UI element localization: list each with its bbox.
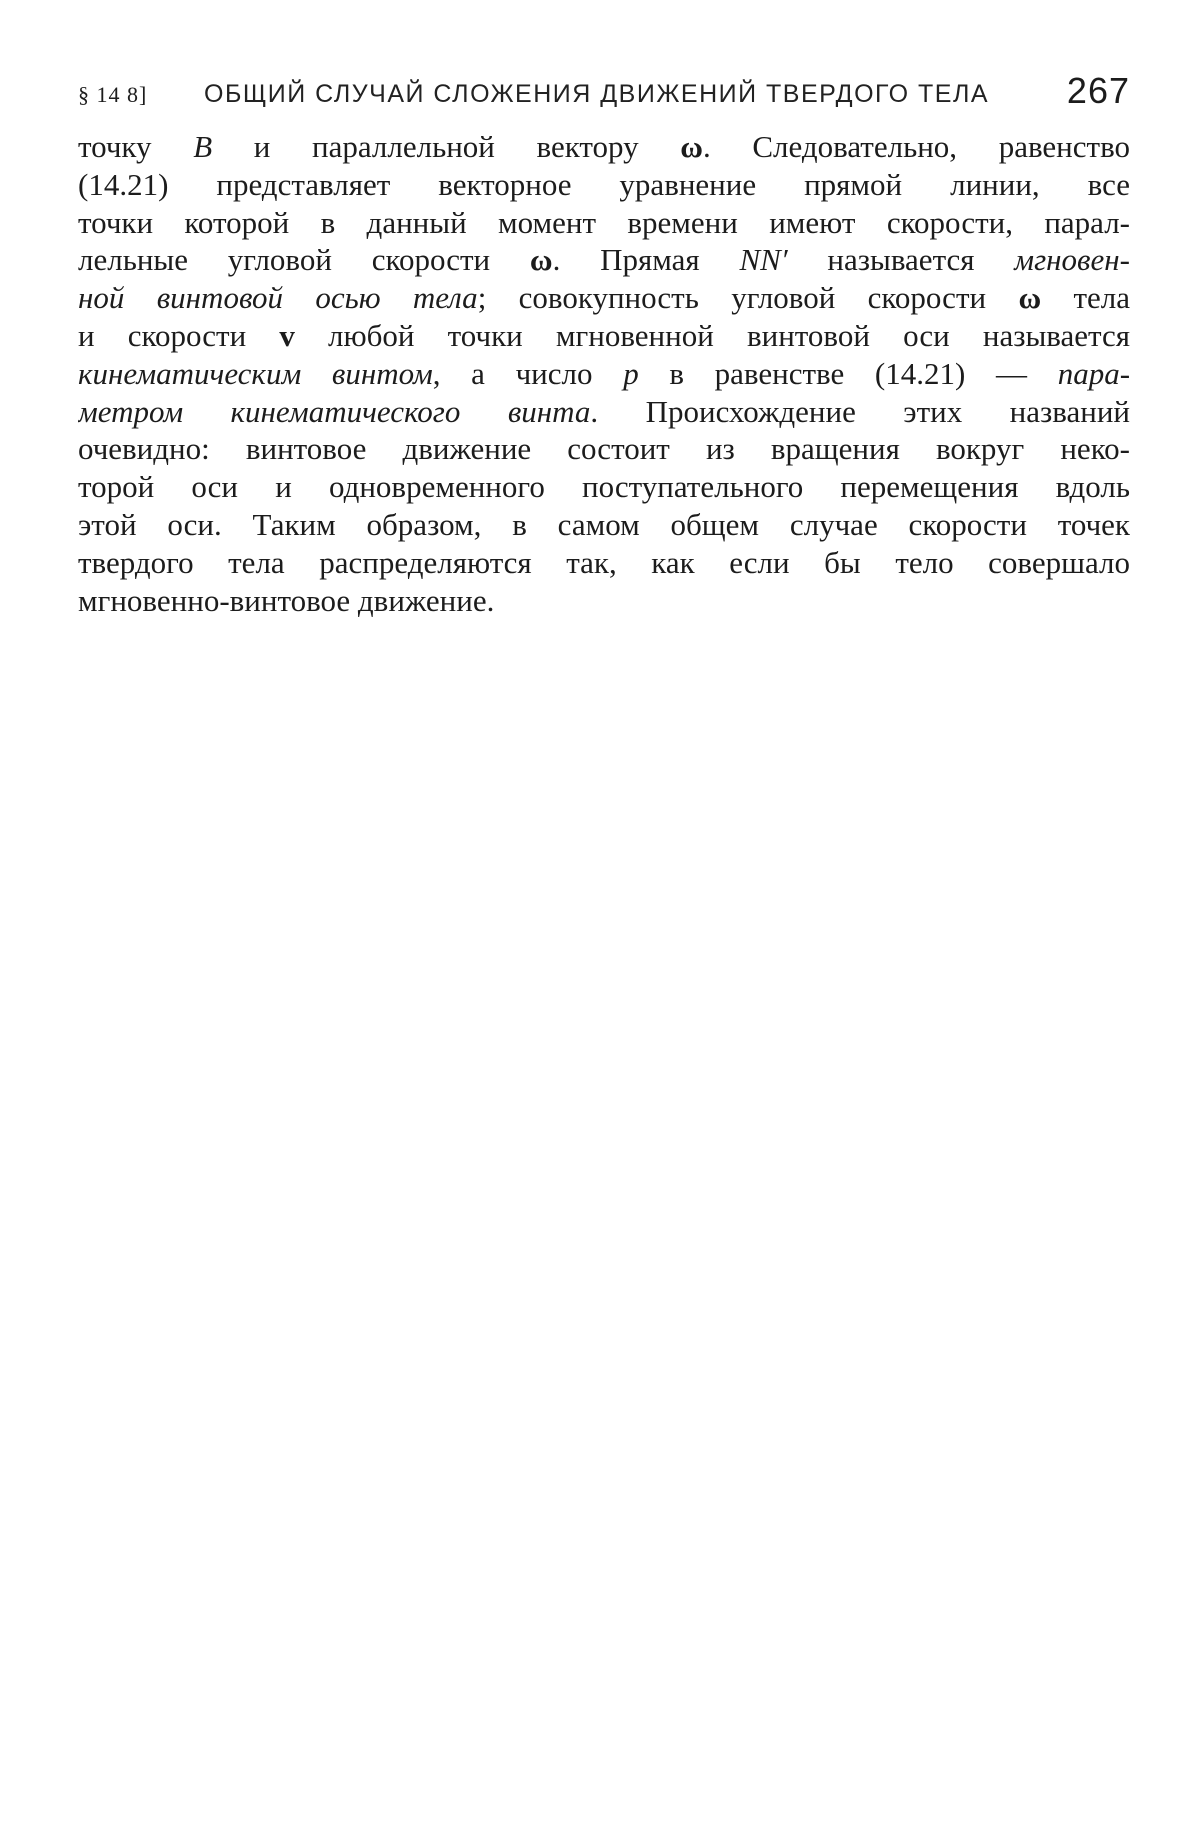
text-line <box>78 430 1130 468</box>
text-segment: ; совокупность угловой скорости <box>477 280 1019 316</box>
bold-symbol: ω <box>529 242 553 278</box>
running-head <box>78 70 1130 118</box>
text-segment: торой оси и одновременного поступательного перемещения вдоль <box>78 469 1130 505</box>
bold-symbol: v <box>279 317 295 353</box>
text-line <box>78 393 1130 431</box>
text-line <box>78 582 1130 620</box>
book-page <box>78 70 1130 619</box>
text-line <box>78 544 1130 582</box>
italic-text: ной винтовой осью тела <box>78 280 478 316</box>
text-segment: точку <box>78 129 194 164</box>
text-line <box>78 204 1130 242</box>
text-segment: твердого тела распределяются так, как если бы тело совершало <box>78 544 1130 580</box>
running-title: ОБЩИЙ СЛУЧАЙ СЛОЖЕНИЯ ДВИЖЕНИЙ ТВЕРДОГО ТЕЛА <box>204 80 990 108</box>
text-segment: (14.21) представляет векторное уравнение прямой линии, все <box>78 166 1130 202</box>
italic-text: p <box>623 355 639 391</box>
page-number: 267 <box>1066 70 1130 111</box>
bold-symbol: ω <box>1018 280 1042 316</box>
text-segment: этой оси. Таким образом, в самом общем случае скорости точек <box>78 506 1130 542</box>
body-paragraph <box>78 128 1130 619</box>
text-segment: . Прямая <box>552 242 740 278</box>
text-segment: лельные угловой скорости <box>78 242 530 278</box>
text-segment: . Происхождение этих названий <box>590 393 1130 429</box>
text-line <box>78 128 1130 166</box>
italic-text: мгновен- <box>1014 242 1130 278</box>
italic-text: метром кинематического винта <box>78 393 591 429</box>
text-line <box>78 241 1130 279</box>
italic-text: B <box>193 129 213 164</box>
text-segment: точки которой в данный момент времени имеют скорости, парал- <box>78 204 1130 240</box>
text-segment: любой точки мгновенной винтовой оси называется <box>294 317 1130 353</box>
text-segment: . Следовательно, равенство <box>702 129 1130 164</box>
text-line <box>78 279 1130 317</box>
text-segment: тела <box>1041 280 1130 316</box>
text-segment: и параллельной вектору <box>212 129 681 164</box>
text-segment: очевидно: винтовое движение состоит из вращения вокруг неко- <box>78 431 1130 467</box>
text-segment: в равенстве (14.21) — <box>638 355 1058 391</box>
text-segment: и скорости <box>78 317 280 353</box>
text-line <box>78 355 1130 393</box>
section-reference: § 14 8] <box>78 82 148 107</box>
text-line <box>78 317 1130 355</box>
text-line <box>78 506 1130 544</box>
italic-text: пара- <box>1057 355 1130 391</box>
italic-text: кинематическим винтом <box>78 355 433 391</box>
text-line <box>78 468 1130 506</box>
italic-text: NN′ <box>739 242 788 278</box>
text-segment: , а число <box>432 355 624 391</box>
text-segment: называется <box>787 242 1015 278</box>
bold-symbol: ω <box>680 129 703 164</box>
text-segment: мгновенно-винтовое движение. <box>78 582 495 618</box>
text-line <box>78 166 1130 204</box>
